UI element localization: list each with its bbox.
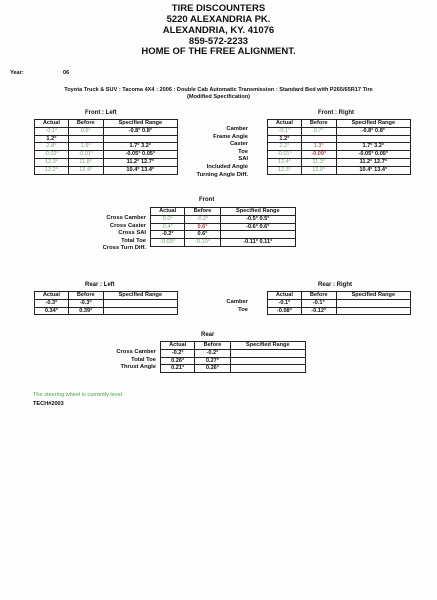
table-row: -0.03° -0.10° -0.11° 0.11°: [151, 239, 296, 247]
front-right-title: Front : Right: [318, 110, 354, 116]
shop-name: TIRE DISCOUNTERS: [171, 3, 266, 14]
front-measure-labels: Camber Frame Angle Caster Toe SAI Included Angle Turning Angle Diff.: [196, 126, 248, 178]
table-row: -0.2° 0.6°: [151, 231, 296, 239]
table-row: -0.1° 0.7° -0.8° 0.8°: [268, 127, 411, 135]
table-row: -0.1° -0.1°: [268, 299, 411, 307]
vehicle-spec-note: (Modified Specification): [186, 94, 251, 100]
shop-phone: 859-572-2233: [188, 36, 249, 47]
rear-right-table: Actual Before Specified Range -0.1° -0.1° -0.08° -0.12°: [267, 291, 411, 315]
table-row: 0.4° 0.6° -0.6° 0.6°: [151, 223, 296, 231]
front-cross-labels: Cross Camber Cross Caster Cross SAI Total Toe Cross Turn Diff.: [102, 215, 146, 252]
table-row: 0.0° -0.2° -0.5° 0.5°: [151, 215, 296, 223]
table-row: 0.26° 0.27°: [161, 357, 306, 365]
shop-slogan: HOME OF THE FREE ALIGNMENT.: [141, 46, 296, 57]
col-range: Specified Range: [103, 120, 177, 128]
front-left-title: Front : Left: [85, 110, 117, 116]
table-row: -0.3° -0.3°: [35, 299, 178, 307]
table-row: -0.01° -0.09° -0.05° 0.05°: [268, 151, 411, 159]
rear-cross-title: Rear: [201, 332, 215, 338]
table-row: -0.08° -0.12°: [268, 307, 411, 315]
year-value: 06: [63, 70, 70, 76]
table-row: 2.8° 1.9° 1.7° 3.2°: [35, 143, 178, 151]
rear-cross-table: Actual Before Specified Range -0.2° -0.2° 0.26° 0.27° 0.21° 0.26°: [160, 341, 306, 373]
rear-right-title: Rear : Right: [318, 282, 353, 288]
table-row: 12.4° 11.3° 11.2° 12.7°: [268, 158, 411, 166]
table-row: 0.21° 0.26°: [161, 365, 306, 373]
table-row: 12.2° 12.4° 10.4° 13.4°: [35, 166, 178, 174]
front-right-table: Actual Before Specified Range -0.1° 0.7° -0.8° 0.8° 1.2° 2.2° 1.3° 1.7° 3.2° -0.01° -0.09° -0.05° 0.05° 12.4° 11.3° 11.2° 12.7° 12.3° 12.0° 10.4° 13.4°: [267, 119, 411, 175]
col-before: Before: [68, 120, 103, 128]
rear-cross-labels: Cross Camber Total Toe Thrust Angle: [116, 349, 156, 371]
shop-city: ALEXANDRIA, KY. 41076: [162, 25, 275, 36]
table-row: 1.2°: [268, 135, 411, 143]
steering-note: The steering wheel is currently level.: [33, 392, 124, 398]
table-row: 1.2°: [35, 135, 178, 143]
table-row: -0.1° 0.6° -0.8° 0.8°: [35, 127, 178, 135]
table-row: -0.02° -0.01° -0.05° 0.05°: [35, 151, 178, 159]
tech-id: TECH#2003: [33, 401, 64, 407]
col-actual: Actual: [35, 120, 69, 128]
front-cross-table: Actual Before Specified Range 0.0° -0.2° -0.5° 0.5° 0.4° 0.6° -0.6° 0.6° -0.2° 0.6° -0.03° -0.10° -0.11° 0.11°: [150, 207, 296, 247]
year-label: Year:: [10, 70, 24, 76]
table-row: 12.3° 11.8° 11.2° 12.7°: [35, 158, 178, 166]
table-row: 2.2° 1.3° 1.7° 3.2°: [268, 143, 411, 151]
rear-left-title: Rear : Left: [85, 282, 115, 288]
table-row: 12.3° 12.0° 10.4° 13.4°: [268, 166, 411, 174]
table-row: 0.34° 0.39°: [35, 307, 178, 315]
shop-address: 5220 ALEXANDRIA PK.: [166, 14, 271, 25]
rear-left-table: Actual Before Specified Range -0.3° -0.3° 0.34° 0.39°: [34, 291, 178, 315]
front-left-table: [34, 119, 178, 175]
table-row: -0.2° -0.2°: [161, 349, 306, 357]
rear-measure-labels: Camber Toe: [226, 299, 248, 313]
vehicle-line: Toyota Truck & SUV : Tacoma 4X4 : 2006 : Double Cab Automatic Transmission : Standard Bed with P265/65R17 Tire: [64, 87, 373, 93]
front-cross-title: Front: [199, 197, 215, 203]
